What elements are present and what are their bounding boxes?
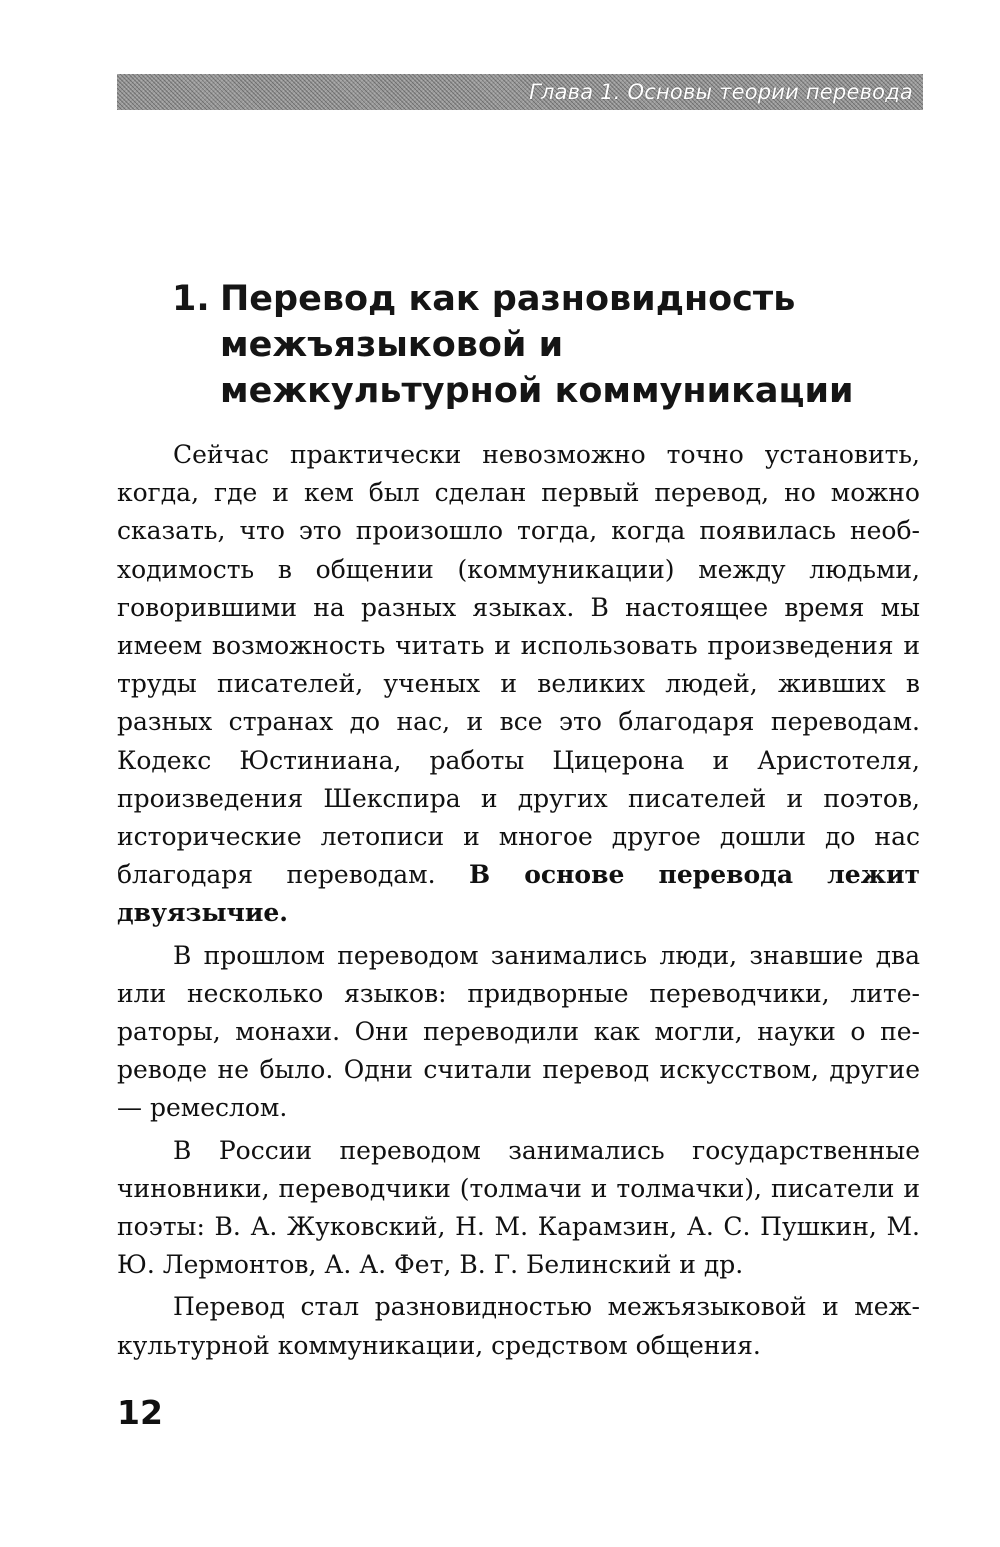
paragraph-2: В прошлом переводом занимались люди, знавшие два или несколько языков: придворные переводчики, литераторы, монахи. Они переводили как могли, науки о переводе не было. Одни считали перевод искусством, другие — ремеслом.	[117, 940, 920, 1123]
paragraph-4: Перевод стал разновидностью межъязыковой и межкультурной коммуникации, средством общения.	[117, 1292, 920, 1360]
section-title: Перевод как разновидность межъязыковой и межкультурной коммуникации	[220, 279, 854, 411]
paragraph-1-text: Сейчас практически невозможно точно установить, когда, где и кем был сделан первый перевод, но можно сказать, что это произошло тогда, когда появилась необходимость в общении (коммуникации) между людьми, говорившими на разных языках. В настоящее время мы имеем возможность читать и использовать произведения и труды писателей, ученых и великих людей, живших в разных странах до нас, и все это благодаря переводам. Кодекс Юстиниана, работы Цицерона и Аристотеля, произведения Шекспира и других писателей и поэтов, исторические летописи и многое другое дошли до нас благодаря переводам.	[117, 440, 920, 890]
page-number: 12	[117, 1393, 163, 1432]
section-heading	[172, 276, 892, 414]
running-header	[117, 74, 923, 110]
paragraph-1-bold-statement: В основе перевода лежит двуязычие.	[117, 860, 920, 928]
paragraph-3: В России переводом занимались государственные чиновники, переводчики (толмачи и толмачки), писатели и поэты: В. А. Жуковский, Н. М. Карамзин, А. С. Пушкин, М. Ю. Лермонтов, А. А. Фет, В. Г. Белинский и др.	[117, 1135, 920, 1280]
section-number: 1.	[172, 279, 210, 319]
body-text	[117, 436, 920, 1365]
paragraph-1	[117, 436, 920, 933]
running-header-text: Глава 1. Основы теории перевода	[529, 80, 913, 104]
